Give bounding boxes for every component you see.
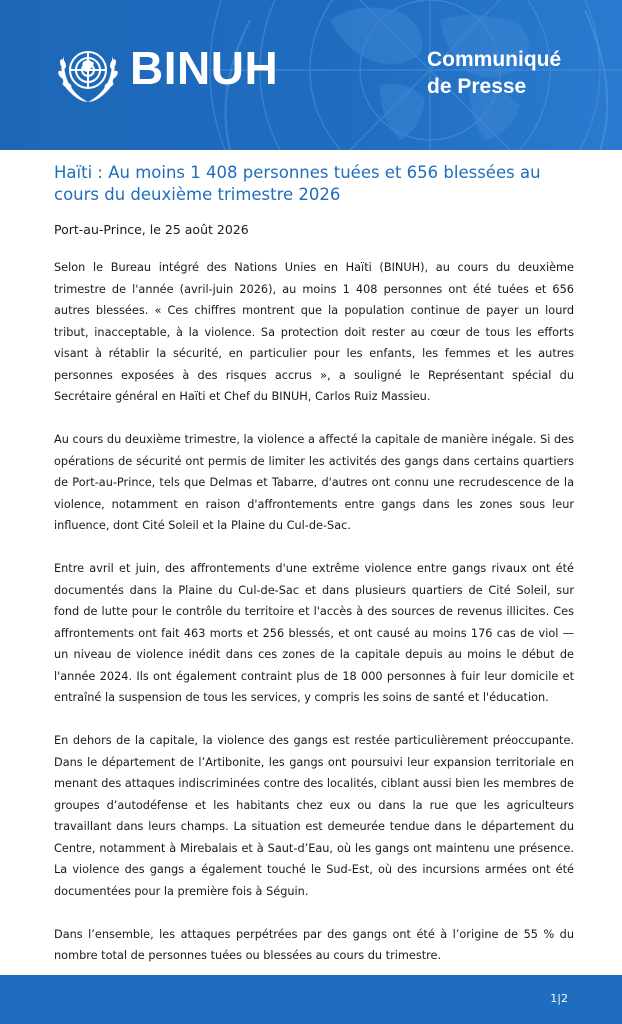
press-release-header: [0, 0, 622, 150]
paragraph-2: Au cours du deuxième trimestre, la violence a affecté la capitale de manière inégale. Si des opérations de sécurité ont permis de limiter les activités des gangs dans certains quartiers de Port-au-Prince, tels que Delmas et Tabarre, d'autres ont connu une recrudescence de la violence, notamment en raison d'affrontements entre gangs dans les zones sous leur influence, dont Cité Soleil et la Plaine du Cul-de-Sac.: [54, 433, 574, 532]
paragraph-1: Selon le Bureau intégré des Nations Unies en Haïti (BINUH), au cours du deuxième trimestre de l'année (avril-juin 2026), au moins 1 408 personnes ont été tuées et 656 autres blessées. « Ces chiffres montrent que la population continue de payer un lourd tribut, inacceptable, à la violence. Sa protection doit rester au cœur de tous les efforts visant à rétablir la sécurité, en particulier pour les enfants, les femmes et les autres personnes exposées à des risques accrus », a souligné le Représentant spécial du Secrétaire général en Haïti et Chef du BINUH, Carlos Ruiz Massieu.: [54, 261, 574, 403]
paragraph-4: En dehors de la capitale, la violence des gangs est restée particulièrement préoccupante. Dans le département de l’Artibonite, les gangs ont poursuivi leur expansion territoriale en menant des attaques indiscriminées contre des localités, ciblant aussi bien les membres de groupes d’autodéfense et les habitants chez eux ou dans la rue que les agriculteurs travaillant dans leurs champs. La situation est demeurée tendue dans le département du Centre, notamment à Mirebalais et à Saut-d’Eau, où les gangs ont maintenu une présence. La violence des gangs a également touché le Sud-Est, où des incursions armées ont été documentées pour la première fois à Séguin.: [54, 734, 574, 898]
dateline: Port-au-Prince, le 25 août 2026: [54, 222, 249, 237]
communique-line-1: Communiqué: [427, 48, 562, 71]
page-number: 1|2: [550, 992, 568, 1005]
paragraph-3: Entre avril et juin, des affrontements d'une extrême violence entre gangs rivaux ont été documentés dans la Plaine du Cul-de-Sac et dans plusieurs quartiers de Cité Soleil, sur fond de lutte pour le contrôle du territoire et l'accès à des sources de revenus illicites. Ces affrontements ont fait 463 morts et 256 blessés, et ont causé au moins 176 cas de viol — un niveau de violence inédit dans ces zones de la capitale depuis au moins le début de l'année 2024. Ils ont également contraint plus de 18 000 personnes à fuir leur domicile et entraîné la suspension de tous les services, y compris les soins de santé et l'éducation.: [54, 562, 574, 704]
page-footer: [0, 975, 622, 1024]
un-emblem-icon: [52, 36, 124, 108]
document-title: Haïti : Au moins 1 408 personnes tuées et 656 blessées au cours du deuxième trimestre 2026: [54, 163, 541, 204]
document-body: [54, 162, 574, 988]
communique-label: [427, 46, 607, 100]
communique-line-2: de Presse: [427, 75, 527, 98]
brand-name: BINUH: [130, 42, 279, 94]
paragraph-5: Dans l’ensemble, les attaques perpétrées par des gangs ont été à l’origine de 55 % du nombre total de personnes tuées ou blessées au cours du trimestre.: [54, 927, 574, 962]
